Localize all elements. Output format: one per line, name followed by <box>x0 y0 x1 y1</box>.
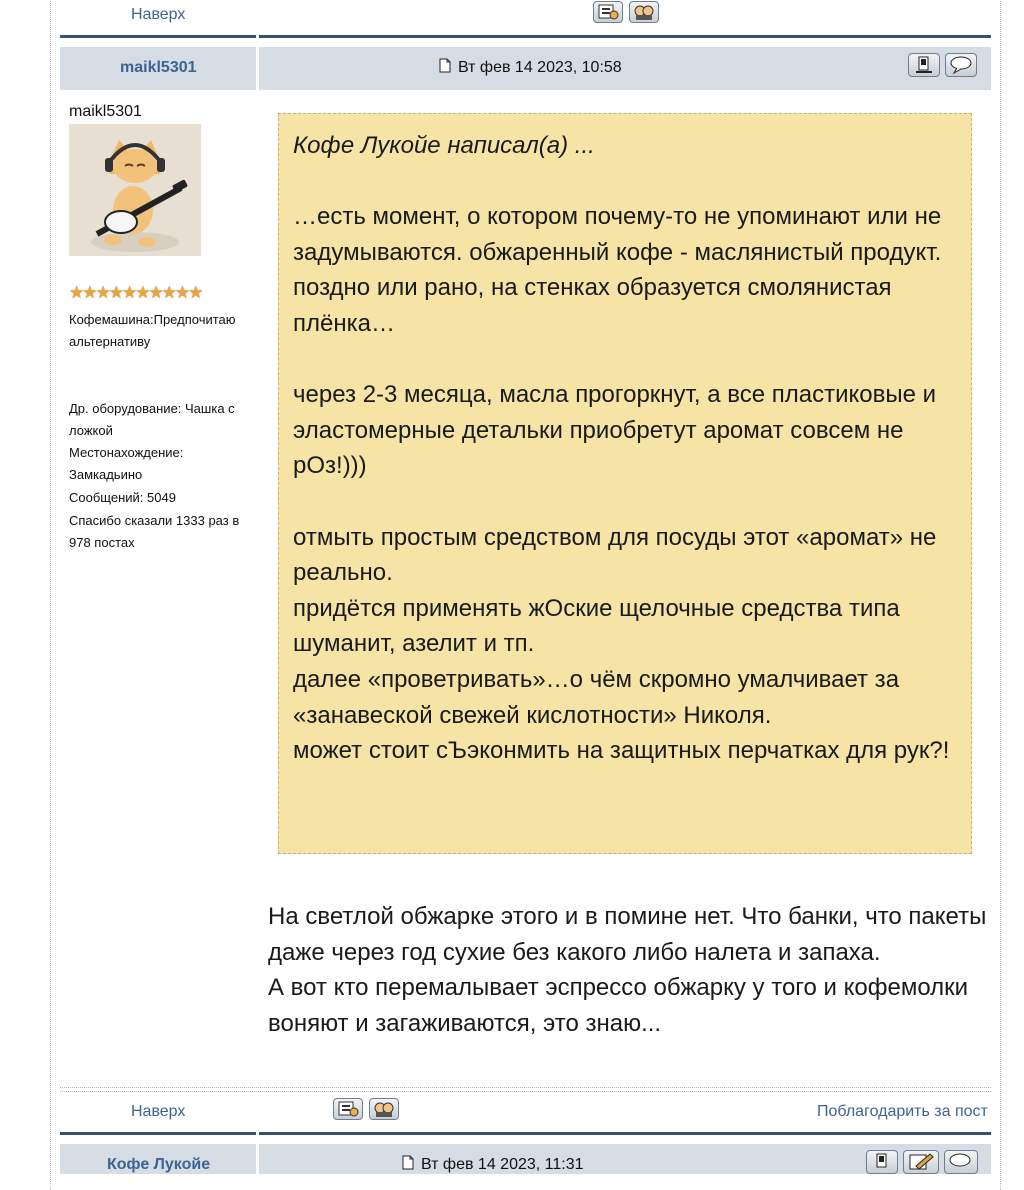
next-author-link[interactable]: Кофе Лукойе <box>107 1156 211 1173</box>
profile-machine: Кофемашина:Предпочитаю альтернативу <box>69 312 236 349</box>
profile-button[interactable] <box>593 1 623 23</box>
edit-button-next[interactable] <box>903 1150 939 1174</box>
quote-line: может стоит сЪэконмить на защитных перчатках для рук?! <box>293 737 950 765</box>
post-header <box>259 47 991 90</box>
profile-icon <box>336 1100 360 1118</box>
profile-messages: Сообщений: 5049 <box>69 490 176 505</box>
report-icon <box>869 1152 895 1172</box>
quote-line: …есть момент, о котором почему-то не упоминают или не задумываются. обжаренный кофе - маслянистый продукт. поздно или рано, на стенках образуется смолянистая плёнка… <box>293 203 942 337</box>
profile-thanks-link[interactable]: Спасибо сказали 1333 раз в 978 постах <box>69 513 240 550</box>
author-link[interactable]: maikl5301 <box>120 59 197 76</box>
quote-line: через 2-3 месяца, масла прогоркнут, а все пластиковые и эластомерные детальки приобретут аромат совсем не рОз!))) <box>293 381 937 480</box>
post-body <box>268 899 988 1041</box>
profile-username: maikl5301 <box>69 103 142 120</box>
avatar-image <box>69 124 201 256</box>
pm-icon <box>632 3 656 21</box>
post-paragraph: А вот кто перемалывает эспрессо обжарку у того и кофемолки воняют и загаживаются, это знаю... <box>268 974 969 1037</box>
report-icon <box>911 55 937 75</box>
profile-icon <box>596 3 620 21</box>
divider <box>60 1132 256 1135</box>
divider <box>60 35 256 38</box>
post-icon <box>439 58 451 73</box>
quote-button[interactable] <box>945 53 977 77</box>
profile-button-bottom[interactable] <box>333 1098 363 1120</box>
quote-button-next[interactable] <box>944 1150 978 1174</box>
rank-stars <box>69 284 201 302</box>
quote-line: далее «проветривать»…о чём скромно умалчивает за «занавеской свежей кислотности» Николя. <box>293 665 900 729</box>
rank-stars-text: ★★★★★★★★★★ <box>69 283 202 302</box>
quote-icon <box>948 55 974 75</box>
pm-button[interactable] <box>629 1 659 23</box>
post-paragraph: На светлой обжарке этого и в помине нет. Что банки, что пакеты даже через год сухие без какого либо налета и запаха. <box>268 903 987 966</box>
quote-icon <box>947 1152 973 1172</box>
post-date: Вт фев 14 2023, 10:58 <box>458 59 622 76</box>
divider <box>259 35 991 38</box>
profile-equipment: Др. оборудование: Чашка с ложкой <box>69 401 235 438</box>
next-post-date: Вт фев 14 2023, 11:31 <box>421 1156 584 1173</box>
profile-location: Местонахождение: Замкадьино <box>69 445 184 482</box>
back-to-top-link-bottom[interactable]: Наверх <box>131 1103 186 1120</box>
report-button[interactable] <box>908 53 940 77</box>
quote-block <box>278 113 972 854</box>
edit-icon <box>906 1152 936 1172</box>
report-button-next[interactable] <box>866 1150 898 1174</box>
avatar[interactable] <box>69 124 201 256</box>
pm-button-bottom[interactable] <box>369 1098 399 1120</box>
pm-icon <box>372 1100 396 1118</box>
quote-line: отмыть простым средством для посуды этот «аромат» не реально. <box>293 523 937 587</box>
back-to-top-link[interactable]: Наверх <box>131 6 186 23</box>
quote-header: Кофе Лукойе написал(а) ... <box>293 132 595 159</box>
quote-line: придётся применять жОские щелочные средства типа шуманит, азелит и тп. <box>293 594 900 658</box>
footer-separator <box>60 1087 991 1092</box>
divider <box>259 1132 991 1135</box>
thanks-button[interactable]: Поблагодарить за пост <box>817 1103 988 1120</box>
